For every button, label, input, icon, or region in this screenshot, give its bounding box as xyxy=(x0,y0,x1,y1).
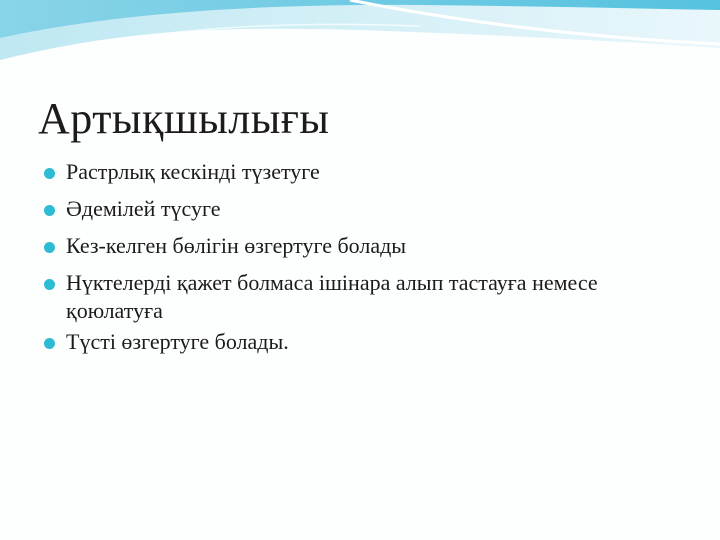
bullet-text: Нүктелерді қажет болмаса ішінара алып тастауға немесе қоюлатуға xyxy=(66,270,598,323)
list-item xyxy=(44,232,684,260)
bullet-icon xyxy=(44,279,55,290)
bullet-icon xyxy=(44,205,55,216)
bullet-icon xyxy=(44,338,55,349)
bullet-text: Түсті өзгертуге болады. xyxy=(66,329,289,354)
bullet-text: Әдемілей түсуге xyxy=(66,196,221,221)
bullet-text: Растрлық кескінді түзетуге xyxy=(66,159,320,184)
bullet-list xyxy=(44,158,684,365)
bullet-icon xyxy=(44,168,55,179)
decorative-wave xyxy=(0,0,720,90)
list-item xyxy=(44,195,684,223)
bullet-text: Кез-келген бөлігін өзгертуге болады xyxy=(66,233,407,258)
bullet-icon xyxy=(44,242,55,253)
slide-title: Артықшылығы xyxy=(38,94,330,143)
list-item xyxy=(44,158,684,186)
list-item xyxy=(44,269,684,325)
list-item xyxy=(44,328,684,356)
